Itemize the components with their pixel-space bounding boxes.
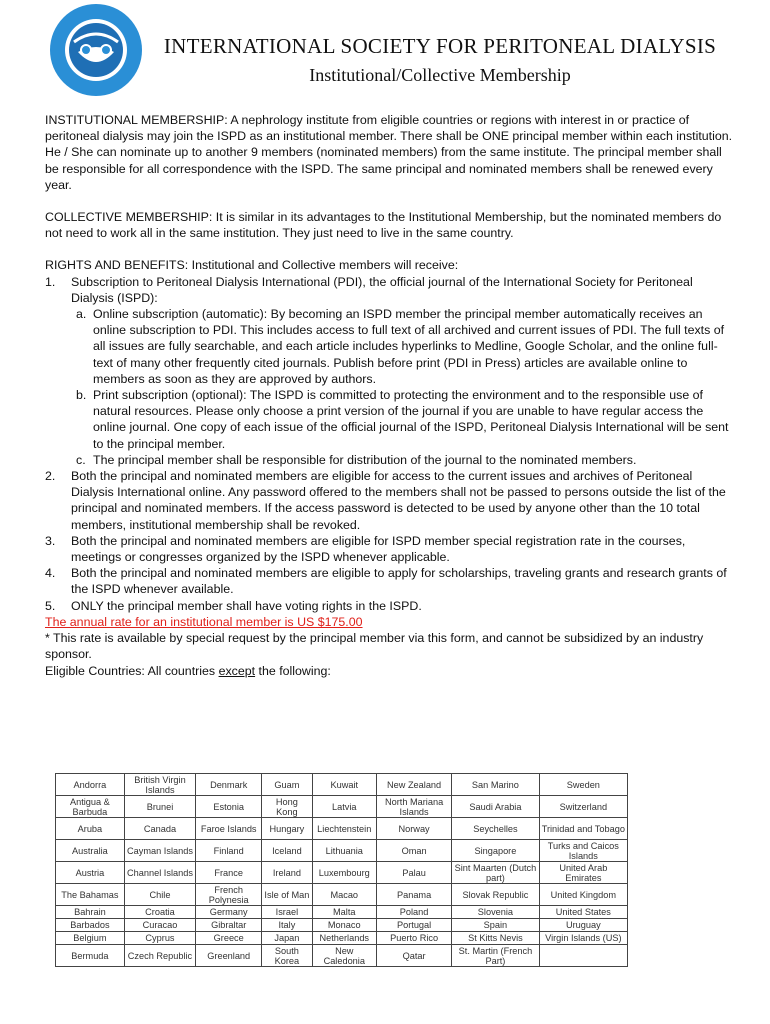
country-cell: French Polynesia xyxy=(196,884,262,906)
country-cell: Monaco xyxy=(312,919,376,932)
country-cell: Greece xyxy=(196,932,262,945)
country-cell: The Bahamas xyxy=(56,884,125,906)
table-row xyxy=(56,840,628,862)
country-cell: Finland xyxy=(196,840,262,862)
country-cell: Aruba xyxy=(56,818,125,840)
eligible-countries-label: Eligible Countries: All countries except the following: xyxy=(45,663,331,678)
ispd-logo xyxy=(48,2,144,98)
list-item: 1. Subscription to Peritoneal Dialysis International (PDI), the official journal of the International Society for Peritoneal Dialysis (ISPD): xyxy=(45,274,693,305)
page-subtitle: Institutional/Collective Membership xyxy=(309,65,571,85)
document-body xyxy=(45,112,737,679)
country-cell: Greenland xyxy=(196,945,262,967)
country-cell xyxy=(539,945,627,967)
table-row xyxy=(56,774,628,796)
country-cell: Panama xyxy=(376,884,451,906)
country-cell: Switzerland xyxy=(539,796,627,818)
country-cell: Israel xyxy=(262,906,312,919)
country-cell: Australia xyxy=(56,840,125,862)
country-cell: Hungary xyxy=(262,818,312,840)
country-cell: Palau xyxy=(376,862,451,884)
country-cell: Brunei xyxy=(124,796,195,818)
country-cell: Qatar xyxy=(376,945,451,967)
table-row xyxy=(56,884,628,906)
country-cell: Netherlands xyxy=(312,932,376,945)
table-row xyxy=(56,818,628,840)
country-cell: Uruguay xyxy=(539,919,627,932)
country-cell: Isle of Man xyxy=(262,884,312,906)
country-cell: Iceland xyxy=(262,840,312,862)
list-item: 2. Both the principal and nominated members are eligible for access to the current issues and archives of Peritoneal Dialysis International online. Any password offered to the members shall not be passed to persons outside the list of the principal and nominated members. If the access password is detected to be used by anyone other than the 10 total members, institutional membership shall be revoked. xyxy=(45,469,726,532)
country-cell: Ireland xyxy=(262,862,312,884)
country-cell: Lithuania xyxy=(312,840,376,862)
country-cell: Cayman Islands xyxy=(124,840,195,862)
country-cell: Seychelles xyxy=(452,818,539,840)
country-cell: Poland xyxy=(376,906,451,919)
country-cell: Gibraltar xyxy=(196,919,262,932)
annual-rate: The annual rate for an institutional member is US $175.00 xyxy=(45,614,363,629)
country-cell: United States xyxy=(539,906,627,919)
institutional-paragraph: INSTITUTIONAL MEMBERSHIP: A nephrology institute from eligible countries or regions with interest in or practice of peritoneal dialysis may join the ISPD as an institutional member. There shall be ONE principal member within each institution. He / She can nominate up to another 9 members (nominated members) from the same institute. The principal member shall be responsible for all correspondence with the ISPD. The same principal and nominated members shall be renewed every year. xyxy=(45,113,733,192)
country-cell: Faroe Islands xyxy=(196,818,262,840)
country-cell: Guam xyxy=(262,774,312,796)
country-cell: Malta xyxy=(312,906,376,919)
country-cell: Belgium xyxy=(56,932,125,945)
country-cell: New Caledonia xyxy=(312,945,376,967)
country-cell: Japan xyxy=(262,932,312,945)
country-cell: Antigua & Barbuda xyxy=(56,796,125,818)
table-row xyxy=(56,932,628,945)
country-cell: Luxembourg xyxy=(312,862,376,884)
country-cell: Canada xyxy=(124,818,195,840)
table-row xyxy=(56,919,628,932)
rate-note: * This rate is available by special request by the principal member via this form, and cannot be subsidized by an industry sponsor. xyxy=(45,631,704,662)
country-cell: Sint Maarten (Dutch part) xyxy=(452,862,539,884)
country-cell: Czech Republic xyxy=(124,945,195,967)
country-cell: Estonia xyxy=(196,796,262,818)
page-title: INTERNATIONAL SOCIETY FOR PERITONEAL DIALYSIS xyxy=(163,34,717,58)
country-cell: Trinidad and Tobago xyxy=(539,818,627,840)
list-item: a. Online subscription (automatic): By becoming an ISPD member the principal member automatically receives an online subscription to PDI. This includes access to full text of all archived and current issues of PDI. The full texts of all issues are fully searchable, and each article includes hyperlinks to Medline, Google Scholar, and the online full-text of many other frequently cited journals. Publish before print (PDI in Press) articles are available online to members as soon as they are approved by authors. xyxy=(76,307,725,386)
country-cell: Germany xyxy=(196,906,262,919)
country-cell: Puerto Rico xyxy=(376,932,451,945)
country-cell: Bahrain xyxy=(56,906,125,919)
table-row xyxy=(56,796,628,818)
table-row xyxy=(56,862,628,884)
country-cell: Saudi Arabia xyxy=(452,796,539,818)
country-cell: United Kingdom xyxy=(539,884,627,906)
country-cell: Virgin Islands (US) xyxy=(539,932,627,945)
country-cell: St. Martin (French Part) xyxy=(452,945,539,967)
country-cell: South Korea xyxy=(262,945,312,967)
country-cell: Andorra xyxy=(56,774,125,796)
country-cell: Slovenia xyxy=(452,906,539,919)
country-cell: Channel Islands xyxy=(124,862,195,884)
country-cell: Kuwait xyxy=(312,774,376,796)
rights-heading: RIGHTS AND BENEFITS: Institutional and Collective members will receive: xyxy=(45,258,459,273)
country-cell: France xyxy=(196,862,262,884)
country-cell: Austria xyxy=(56,862,125,884)
country-cell: British Virgin Islands xyxy=(124,774,195,796)
country-cell: Cyprus xyxy=(124,932,195,945)
country-cell: New Zealand xyxy=(376,774,451,796)
country-cell: Slovak Republic xyxy=(452,884,539,906)
country-cell: Portugal xyxy=(376,919,451,932)
country-cell: Sweden xyxy=(539,774,627,796)
countries-table xyxy=(55,773,628,967)
list-item: 3. Both the principal and nominated members are eligible for ISPD member special registration rate in the courses, meetings or congresses organized by the ISPD whenever applicable. xyxy=(45,533,686,565)
country-cell: Bermuda xyxy=(56,945,125,967)
country-cell: Norway xyxy=(376,818,451,840)
country-cell: Liechtenstein xyxy=(312,818,376,840)
list-item: 5. ONLY the principal member shall have voting rights in the ISPD. xyxy=(45,598,422,613)
country-cell: Croatia xyxy=(124,906,195,919)
table-row xyxy=(56,906,628,919)
country-cell: Curacao xyxy=(124,919,195,932)
country-cell: San Marino xyxy=(452,774,539,796)
country-cell: Oman xyxy=(376,840,451,862)
country-cell: North Mariana Islands xyxy=(376,796,451,818)
country-cell: Italy xyxy=(262,919,312,932)
country-cell: Hong Kong xyxy=(262,796,312,818)
country-cell: Barbados xyxy=(56,919,125,932)
country-cell: Denmark xyxy=(196,774,262,796)
country-cell: St Kitts Nevis xyxy=(452,932,539,945)
country-cell: Macao xyxy=(312,884,376,906)
list-item: 4. Both the principal and nominated members are eligible to apply for scholarships, traveling grants and research grants of the ISPD whenever available. xyxy=(45,566,727,597)
country-cell: Spain xyxy=(452,919,539,932)
list-item: b. Print subscription (optional): The ISPD is committed to protecting the environment and to the responsible use of natural resources. Please only choose a print version of the journal if you are unable to have regular access the online journal. One copy of each issue of the official journal of the ISPD, Peritoneal Dialysis International will be sent to the principal member. xyxy=(76,388,729,451)
table-row xyxy=(56,945,628,967)
country-cell: Turks and Caicos Islands xyxy=(539,840,627,862)
country-cell: United Arab Emirates xyxy=(539,862,627,884)
list-item: c. The principal member shall be responsible for distribution of the journal to the nominated members. xyxy=(76,452,637,467)
country-cell: Singapore xyxy=(452,840,539,862)
country-cell: Chile xyxy=(124,884,195,906)
collective-paragraph: COLLECTIVE MEMBERSHIP: It is similar in its advantages to the Institutional Membership, but the nominated members do not need to work all in the same institution. They just need to live in the same country. xyxy=(45,210,722,241)
country-cell: Latvia xyxy=(312,796,376,818)
